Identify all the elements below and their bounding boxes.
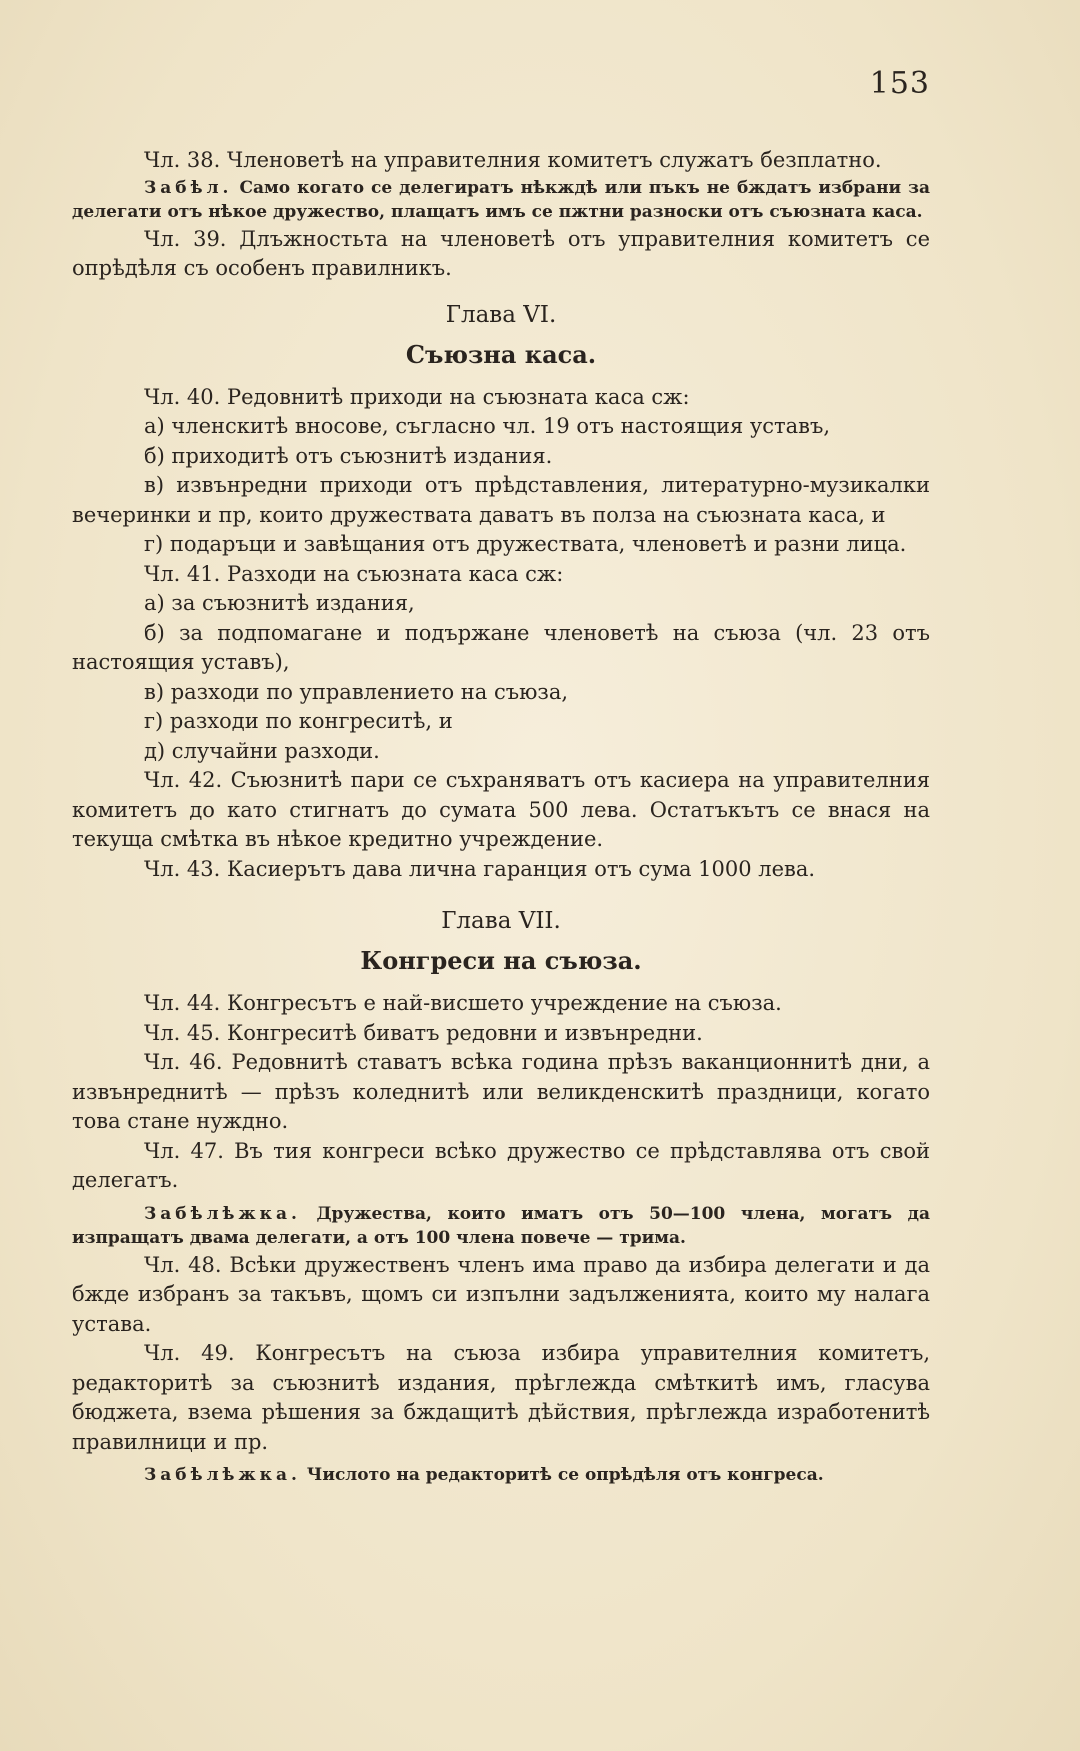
note-label: Забѣлѣжка. [144,1465,301,1485]
note-text: Само когато се делегиратъ нѣкждѣ или пъкъ не бждатъ избрани за делегати отъ нѣкое дружество, плащатъ имъ се пжтни разноски отъ съюзната каса. [72,177,930,222]
article-41-item-e: д) случайни разходи. [144,738,380,763]
article-44: Чл. 44. Конгресътъ е най-висшето учреждение на съюза. [144,991,782,1015]
article-39: Чл. 39. Длъжностьта на членоветѣ отъ управителния комитетъ се опрѣдѣля съ особенъ правилникъ. [72,226,930,280]
article-41-item-b: б) за подпомагане и подържане членоветѣ на съюза (чл. 23 отъ настоящия уставъ), [72,620,930,674]
note-label: Забѣлѣжка. [144,1203,301,1224]
chapter-7-title: Глава VII. [441,908,561,934]
note-text: Дружества, които иматъ отъ 50—100 члена, могатъ да изпращатъ двама делегати, а отъ 100 члена повече — трима. [72,1203,930,1248]
article-43: Чл. 43. Касиерътъ дава лична гаранция отъ сума 1000 лева. [144,856,816,881]
article-48: Чл. 48. Всѣки дружественъ членъ има право да избира делегати и да бжде избранъ за такъвъ, щомъ си изпълни задълженията, които му налага устава. [72,1252,930,1336]
chapter-6-title: Глава VI. [445,301,557,328]
article-40-item-b: б) приходитѣ отъ съюзнитѣ издания. [144,443,553,468]
chapter-6-heading: Съюзна каса. [405,339,597,369]
note-article-49 [72,1463,930,1488]
article-40-item-a: а) членскитѣ вносове, съгласно чл. 19 отъ настоящия уставъ, [144,414,831,438]
article-40-item-c: в) извънредни приходи отъ прѣдставления, литературно-музикалки вечеринки и пр, които дружествата даватъ въ полза на съюзната каса, и [72,473,930,527]
article-46: Чл. 46. Редовнитѣ ставатъ всѣка година прѣзъ ваканционнитѣ дни, а извънреднитѣ — прѣзъ коледнитѣ или великденскитѣ праздници, когато това стане нуждно. [72,1050,930,1133]
note-label: Забѣл. [144,177,233,198]
article-41-item-c: в) разходи по управлението на съюза, [144,679,569,704]
article-45: Чл. 45. Конгреситѣ биватъ редовни и извънредни. [144,1020,703,1045]
note-article-47 [72,1202,930,1251]
note-text: Числото на редакторитѣ се опрѣдѣля отъ конгреса. [300,1465,824,1485]
chapter-7-heading: Конгреси на съюза. [360,946,642,975]
article-40-item-d: г) подаръци и завѣщания отъ дружествата, членоветѣ и разни лица. [144,532,907,556]
article-41-item-d: г) разходи по конгреситѣ, и [144,709,453,733]
article-38: Чл. 38. Членоветѣ на управителния комитетъ служатъ безплатно. [144,148,882,172]
article-41-item-a: а) за съюзнитѣ издания, [144,591,415,615]
article-40: Чл. 40. Редовнитѣ приходи на съюзната каса сж: [144,384,690,409]
page-content [72,146,930,1488]
note-article-38 [72,176,930,225]
article-41: Чл. 41. Разходи на съюзната каса сж: [144,561,564,586]
article-42: Чл. 42. Съюзнитѣ пари се съхраняватъ отъ касиера на управителния комитетъ до като стигнатъ до сумата 500 лева. Остатъкътъ се внася на текуща смѣтка въ нѣкое кредитно учреждение. [72,768,930,851]
page-number: 153 [869,66,930,101]
article-49: Чл. 49. Конгресътъ на съюза избира управителния комитетъ, редакторитѣ за съюзнитѣ издания, прѣглежда смѣткитѣ имъ, гласува бюджета, взема рѣшения за бждащитѣ дѣйствия, прѣглежда изработенитѣ правилници и пр. [72,1341,930,1454]
article-47: Чл. 47. Въ тия конгреси всѣко дружество се прѣдставлява отъ свой делегатъ. [72,1138,930,1192]
